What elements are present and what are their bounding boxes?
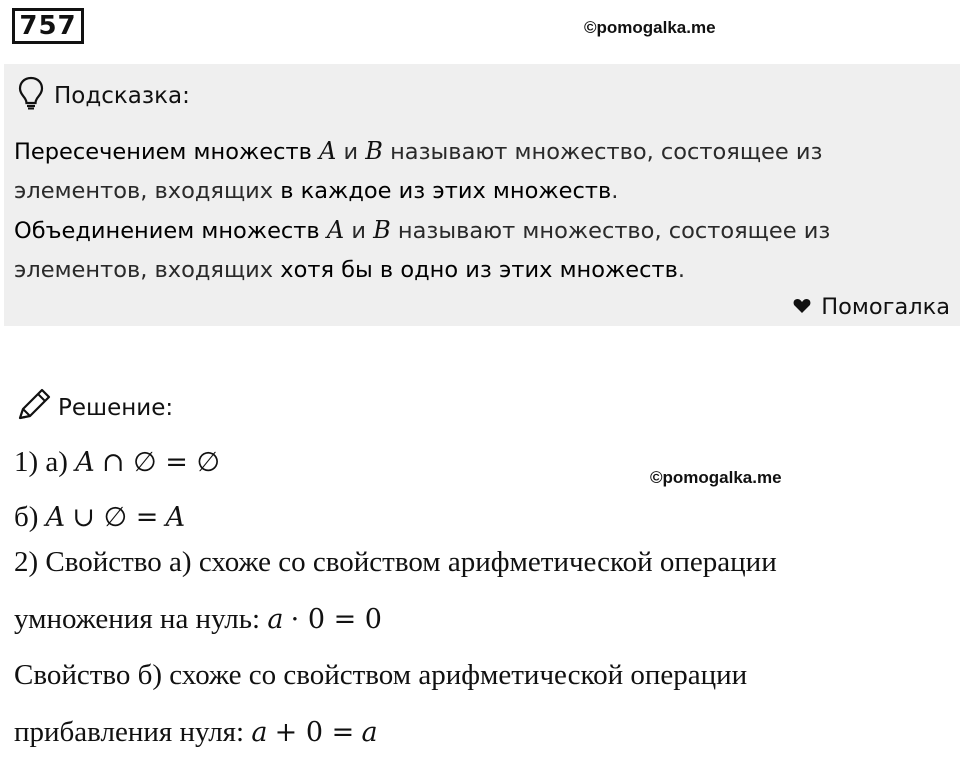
hint-text — [14, 132, 949, 290]
lightbulb-icon — [18, 76, 44, 116]
hint-box — [4, 64, 960, 326]
hint-header — [18, 76, 190, 116]
hint-line-2: элементов, входящих в каждое из этих множеств. — [14, 178, 619, 204]
solution-line-2: б) A ∪ ∅ = A — [14, 501, 186, 533]
credit-label: Помогалка — [821, 294, 950, 320]
solution-line-5: Свойство б) схоже со свойством арифметической операции — [14, 659, 748, 691]
watermark-middle: ©pomogalka.me — [650, 468, 782, 487]
solution-line-3: 2) Свойство а) схоже со свойством арифметической операции — [14, 546, 777, 578]
hint-line-4: элементов, входящих хотя бы в одно из этих множеств. — [14, 257, 686, 283]
solution-header — [16, 388, 173, 428]
pencil-icon — [16, 388, 52, 428]
hint-line-1: Пересечением множеств A и B называют множество, состоящее из — [14, 137, 823, 165]
watermark-top: ©pomogalka.me — [584, 18, 716, 37]
hint-line-3: Объединением множеств A и B называют множество, состоящее из — [14, 216, 831, 244]
solution-line-6: прибавления нуля: a + 0 = a — [14, 716, 378, 748]
solution-title: Решение: — [58, 395, 174, 421]
heart-icon — [793, 294, 811, 320]
solution-line-1: 1) а) A ∩ ∅ = ∅ — [14, 446, 220, 478]
solution-line-4: умножения на нуль: a · 0 = 0 — [14, 603, 382, 635]
problem-number: 757 — [12, 8, 84, 44]
hint-title: Подсказка: — [54, 83, 190, 109]
credit — [793, 294, 950, 320]
